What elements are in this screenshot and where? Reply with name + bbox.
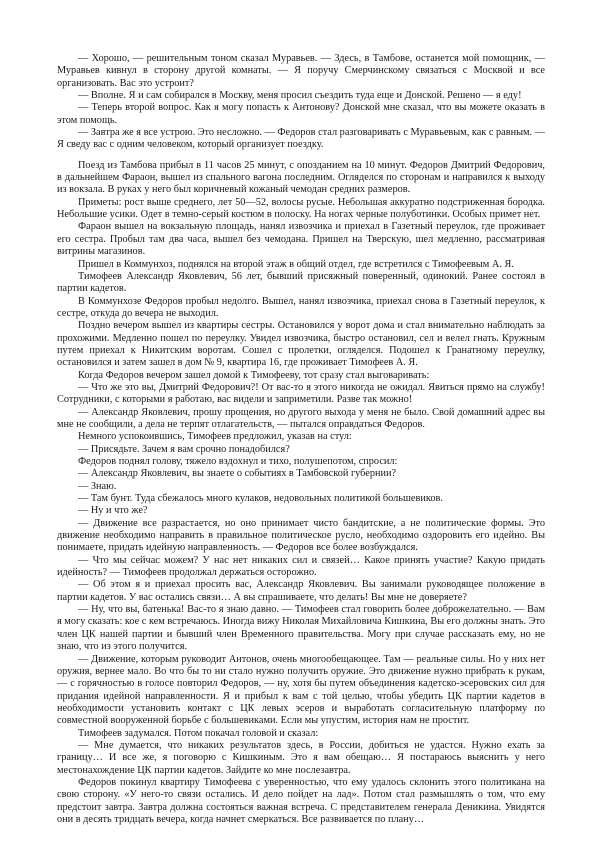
paragraph: Поезд из Тамбова прибыл в 11 часов 25 минут, с опозданием на 10 минут. Федоров Дмитрий Федорович, в дальнейшем Фараон, вышел из спального вагона последним. Огляделся по сторонам и направился к выходу из вокзала. В руках у него был коричневый кожаный чемодан средних размеров. — [57, 159, 545, 196]
paragraph: Фараон вышел на вокзальную площадь, нанял извозчика и приехал в Газетный переулок, где проживает его сестра. Пробыл там два часа, вышел без чемодана. Пришел на Тверскую, шел медленно, рассматривая витрины магазинов. — [57, 221, 545, 258]
paragraph: — Что мы сейчас можем? У нас нет никаких сил и связей… Какое принять участие? Какую придать идейность? — Тимофеев продолжал держаться осторожно. — [57, 554, 545, 579]
paragraph: В Коммунхозе Федоров пробыл недолго. Вышел, нанял извозчика, приехал снова в Газетный переулок, к сестре, откуда до вечера не выходил. — [57, 295, 545, 319]
paragraph: — Вполне. Я и сам собирался в Москву, меня просил съездить туда еще и Донской. Решено — я еду! — [78, 90, 522, 102]
dialogue-section — [57, 53, 545, 152]
paragraph: — Александр Яковлевич, вы знаете о событиях в Тамбовской губернии? — [78, 468, 397, 480]
paragraph: Тимофеев задумался. Потом покачал головой и сказал: — [78, 727, 319, 739]
paragraph: Федоров поднял голову, тяжело вздохнул и тихо, полушепотом, спросил: — [78, 456, 398, 467]
paragraph: — Там бунт. Туда сбежалось много кулаков, недовольных политикой большевиков. — [78, 493, 443, 505]
paragraph: — Ну, что вы, батенька! Вас-то я знаю давно. — Тимофеев стал говорить более доброжелательно. — Вам я могу сказать: кое с кем встречаюсь. Иногда вижу Николая Михайловича Кишкина, Вы его должны знать. Это член ЦК нашей партии и бывший член Временного правительства. Могу при случае рассказать ему, но не знаю, что из этого получится. — [57, 604, 545, 653]
paragraph: — Завтра же я все устрою. Это несложно. — Федоров стал разговаривать с Муравьевым, как с равным. — Я сведу вас с одним человеком, который организует поездку. — [57, 127, 545, 151]
paragraph: Приметы: рост выше среднего, лет 50—52, волосы русые. Небольшая аккуратно подстриженная бородка. Небольшие усики. Одет в темно-серый костюм в полоску. На ногах черные полуботинки. Особых примет нет. — [57, 196, 545, 221]
paragraph: — Ну и что же? — [78, 505, 148, 517]
paragraph: — Хорошо, — решительным тоном сказал Муравьев. — Здесь, в Тамбове, останется мой помощник, — Муравьев кивнул в сторону другой комнаты. — Я поручу Смерчинскому связаться с Москвой и все организовать. Вас это устроит? — [57, 53, 545, 89]
paragraph: — Александр Яковлевич, прошу прощения, но другого выхода у меня не было. Свой домашний адрес вы мне не сообщили, а дела не терпят отлагательств, — пытался оправдаться Федоров. — [57, 406, 545, 430]
paragraph: Когда Федоров вечером зашел домой к Тимофееву, тот сразу стал выговаривать: — [78, 369, 430, 381]
document-page — [57, 53, 545, 826]
paragraph: — Движение, которым руководит Антонов, очень многообещающее. Там — реальные силы. Но у них нет оружия, вернее мало. Во что бы то ни стало нужно получить оружие. Это движение нужно прибрать к рукам, — с горячностью в голосе повторил Федоров, — ну, хотя бы путем объединения кадетско-эсеровских сил для придания идейной направленности. Я и прибыл к вам с той целью, чтобы убедить ЦК партии кадетов в необходимости установить контакт с ЦК левых эсеров и выработать согласительную платформу по совместной вооруженной борьбе с большевиками. Если мы упустим, история нам не простит. — [57, 653, 545, 727]
paragraph: — Мне думается, что никаких результатов здесь, в России, добиться не удастся. Нужно ехать за границу… И все же, я поговорю с Кишкиным. Это я вам обещаю… Я постараюсь выяснить у него местонахождение ЦК партии кадетов. Зайдите ко мне послезавтра. — [57, 739, 545, 776]
section-break — [57, 152, 545, 160]
surveillance-section — [57, 160, 545, 827]
paragraph: — Теперь второй вопрос. Как я могу попасть к Антонову? Донской мне сказал, что вы можете оказать в этом помощь. — [57, 102, 545, 126]
paragraph: — Знаю. — [78, 480, 117, 492]
paragraph: Пришел в Коммунхоз, поднялся на второй этаж в общий отдел, где встретился с Тимофеевым А. Я. — [78, 258, 514, 270]
paragraph: Федоров покинул квартиру Тимофеева с уверенностью, что ему удалось склонить этого политикана на свою сторону. «У него-то связи остались. И дело пойдет на лад». Потом стал размышлять о том, что ему предстоит завтра. Завтра должна состояться важная встреча. С представителем генерала Деникина. Увидятся они в десять тридцать вечера, когда начнет смеркаться. Все развивается по плану… — [57, 776, 545, 825]
paragraph: Тимофеев Александр Яковлевич, 56 лет, бывший присяжный поверенный, одинокий. Ранее состоял в партии кадетов. — [57, 270, 545, 295]
paragraph: — Присядьте. Зачем я вам срочно понадобился? — [78, 443, 290, 455]
paragraph: Немного успокоившись, Тимофеев предложил, указав на стул: — [78, 431, 352, 443]
paragraph: — Что же это вы, Дмитрий Федорович?! От вас-то я этого никогда не ожидал. Явиться прямо на службу! Сотрудники, с которыми я работаю, вас видели и заприметили. Разве так можно! — [57, 381, 545, 406]
paragraph: — Об этом я и приехал просить вас, Александр Яковлевич. Вы занимали руководящее положение в партии кадетов. У вас остались связи… А вы спрашиваете, что делать! Вы мне не доверяете? — [57, 579, 545, 603]
paragraph: — Движение все разрастается, но оно принимает чисто бандитские, а не политические формы. Это движение необходимо направить в правильное политическое русло, необходимо оздоровить его идейно. Вы понимаете, придать идейную направленность. — Федоров все более возбуждался. — [57, 517, 545, 554]
paragraph: Поздно вечером вышел из квартиры сестры. Остановился у ворот дома и стал внимательно наблюдать за прохожими. Медленно пошел по переулку. Увидел извозчика, быстро остановил, сел и велел гнать. Кружным путем приехал к Никитским воротам. Сошел с пролетки, огляделся. Подошел к Гранатному переулку, остановился и затем зашел в дом № 9, квартира 16, где проживает Тимофеев А. Я. — [57, 320, 545, 369]
